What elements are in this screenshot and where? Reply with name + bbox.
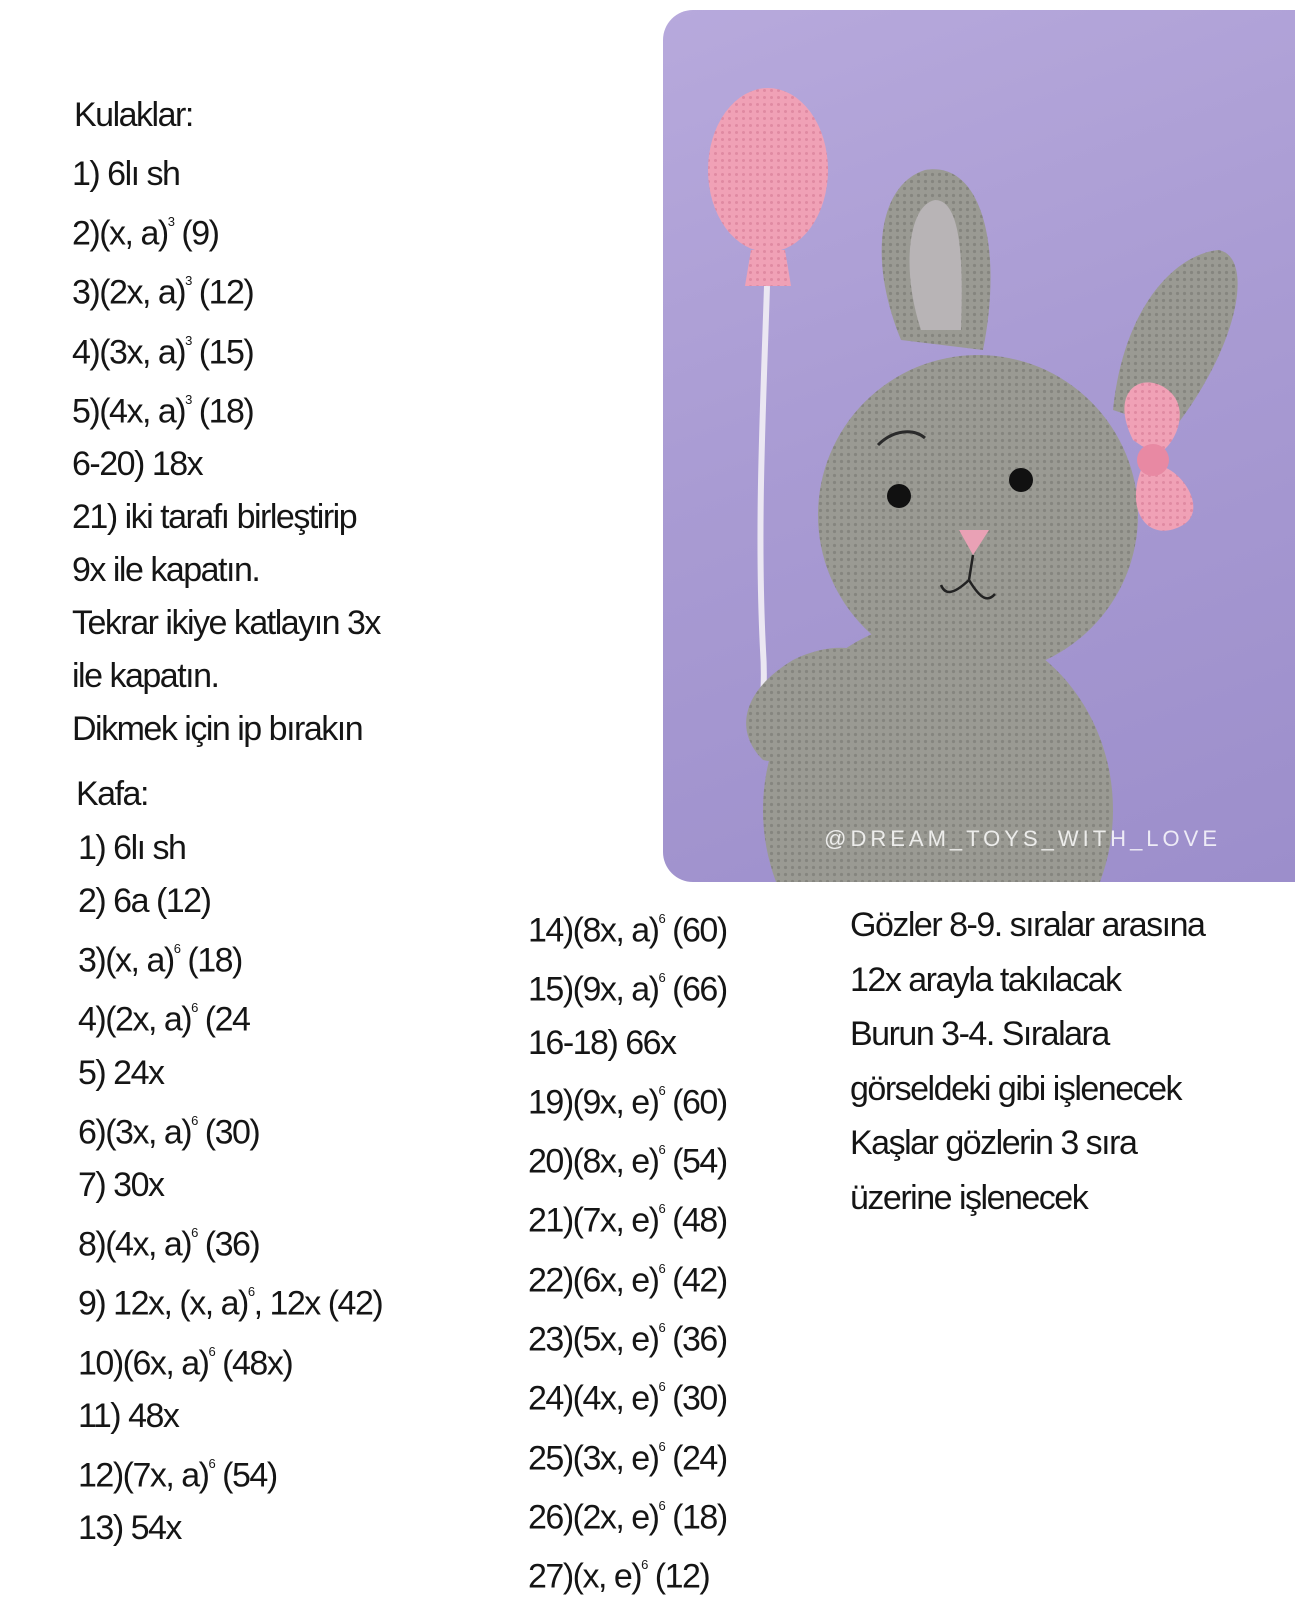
note-line: 12x arayla takılacak bbox=[850, 960, 1121, 999]
pattern-step: ile kapatın. bbox=[72, 657, 219, 696]
balloon-icon bbox=[708, 88, 828, 750]
bunny-photo bbox=[663, 10, 1295, 882]
pattern-step: 4)(3x, a)$^3$ (15) bbox=[72, 332, 254, 371]
watermark: @DREAM_TOYS_WITH_LOVE bbox=[824, 826, 1221, 851]
pattern-step: 12)(7x, a)$^6$ (54) bbox=[78, 1455, 277, 1495]
note-line: Kaşlar gözlerin 3 sıra bbox=[850, 1124, 1137, 1162]
pattern-step: 3)(2x, a)$^3$ (12) bbox=[72, 273, 254, 312]
pattern-step: 23)(5x, e)$^6$ (36) bbox=[528, 1319, 727, 1359]
note-line: Gözler 8-9. sıralar arasına bbox=[850, 906, 1205, 944]
pattern-step: 2) 6a (12) bbox=[78, 882, 211, 920]
pattern-step: 26)(2x, e)$^6$ (18) bbox=[528, 1497, 727, 1537]
pattern-step: 3)(x, a)$^6$ (18) bbox=[78, 941, 242, 980]
pattern-step: 11) 48x bbox=[78, 1396, 179, 1435]
pattern-step: 2)(x, a)$^3$ (9) bbox=[72, 214, 219, 253]
pattern-step: 16-18) 66x bbox=[528, 1023, 676, 1062]
pattern-step: 4)(2x, a)$^6$ (24 bbox=[78, 1000, 250, 1039]
pattern-step: 22)(6x, e)$^6$ (42) bbox=[528, 1260, 727, 1299]
pattern-step: 5) 24x bbox=[78, 1053, 164, 1092]
bunny-head bbox=[818, 355, 1138, 675]
head-steps-continued-list bbox=[528, 898, 727, 1604]
head-steps-list bbox=[78, 822, 382, 1555]
pattern-step: 7) 30x bbox=[78, 1165, 164, 1204]
pattern-step: 10)(6x, a)$^6$ (48x) bbox=[78, 1343, 293, 1382]
pattern-step: 14)(8x, a)$^6$ (60) bbox=[528, 911, 727, 950]
pattern-step: Dikmek için ip bırakın bbox=[72, 710, 363, 749]
note-line: Burun 3-4. Sıralara bbox=[850, 1015, 1109, 1053]
pattern-step: 9) 12x, (x, a)$^6$, 12x (42) bbox=[78, 1284, 383, 1323]
pattern-step: Tekrar ikiye katlayın 3x bbox=[72, 604, 380, 643]
ears-steps-list bbox=[72, 148, 380, 756]
pattern-step: 1) 6lı sh bbox=[78, 829, 186, 867]
ears-section-title: Kulaklar: bbox=[74, 96, 193, 134]
note-line: üzerine işlenecek bbox=[850, 1178, 1088, 1217]
bunny-illustration bbox=[663, 10, 1295, 882]
pattern-step: 19)(9x, e)$^6$ (60) bbox=[528, 1082, 727, 1121]
pattern-step: 6)(3x, a)$^6$ (30) bbox=[78, 1112, 260, 1151]
pattern-step: 21)(7x, e)$^6$ (48) bbox=[528, 1201, 727, 1240]
pattern-step: 24)(4x, e)$^6$ (30) bbox=[528, 1379, 727, 1418]
pattern-step: 21) iki tarafı birleştirip bbox=[72, 498, 357, 537]
notes-list bbox=[850, 898, 1204, 1225]
pattern-step: 1) 6lı sh bbox=[72, 155, 180, 193]
pattern-step: 13) 54x bbox=[78, 1509, 181, 1548]
head-section-title: Kafa: bbox=[76, 775, 148, 813]
note-line: görseldeki gibi işlenecek bbox=[850, 1069, 1182, 1108]
pattern-step: 20)(8x, e)$^6$ (54) bbox=[528, 1141, 727, 1181]
pattern-step: 25)(3x, e)$^6$ (24) bbox=[528, 1438, 727, 1477]
pattern-step: 15)(9x, a)$^6$ (66) bbox=[528, 970, 727, 1009]
pattern-step: 8)(4x, a)$^6$ (36) bbox=[78, 1224, 260, 1264]
pattern-step: 5)(4x, a)$^3$ (18) bbox=[72, 391, 254, 431]
pattern-step: 27)(x, e)$^6$ (12) bbox=[528, 1557, 710, 1596]
pattern-step: 9x ile kapatın. bbox=[72, 551, 260, 590]
pattern-step: 6-20) 18x bbox=[72, 445, 203, 484]
